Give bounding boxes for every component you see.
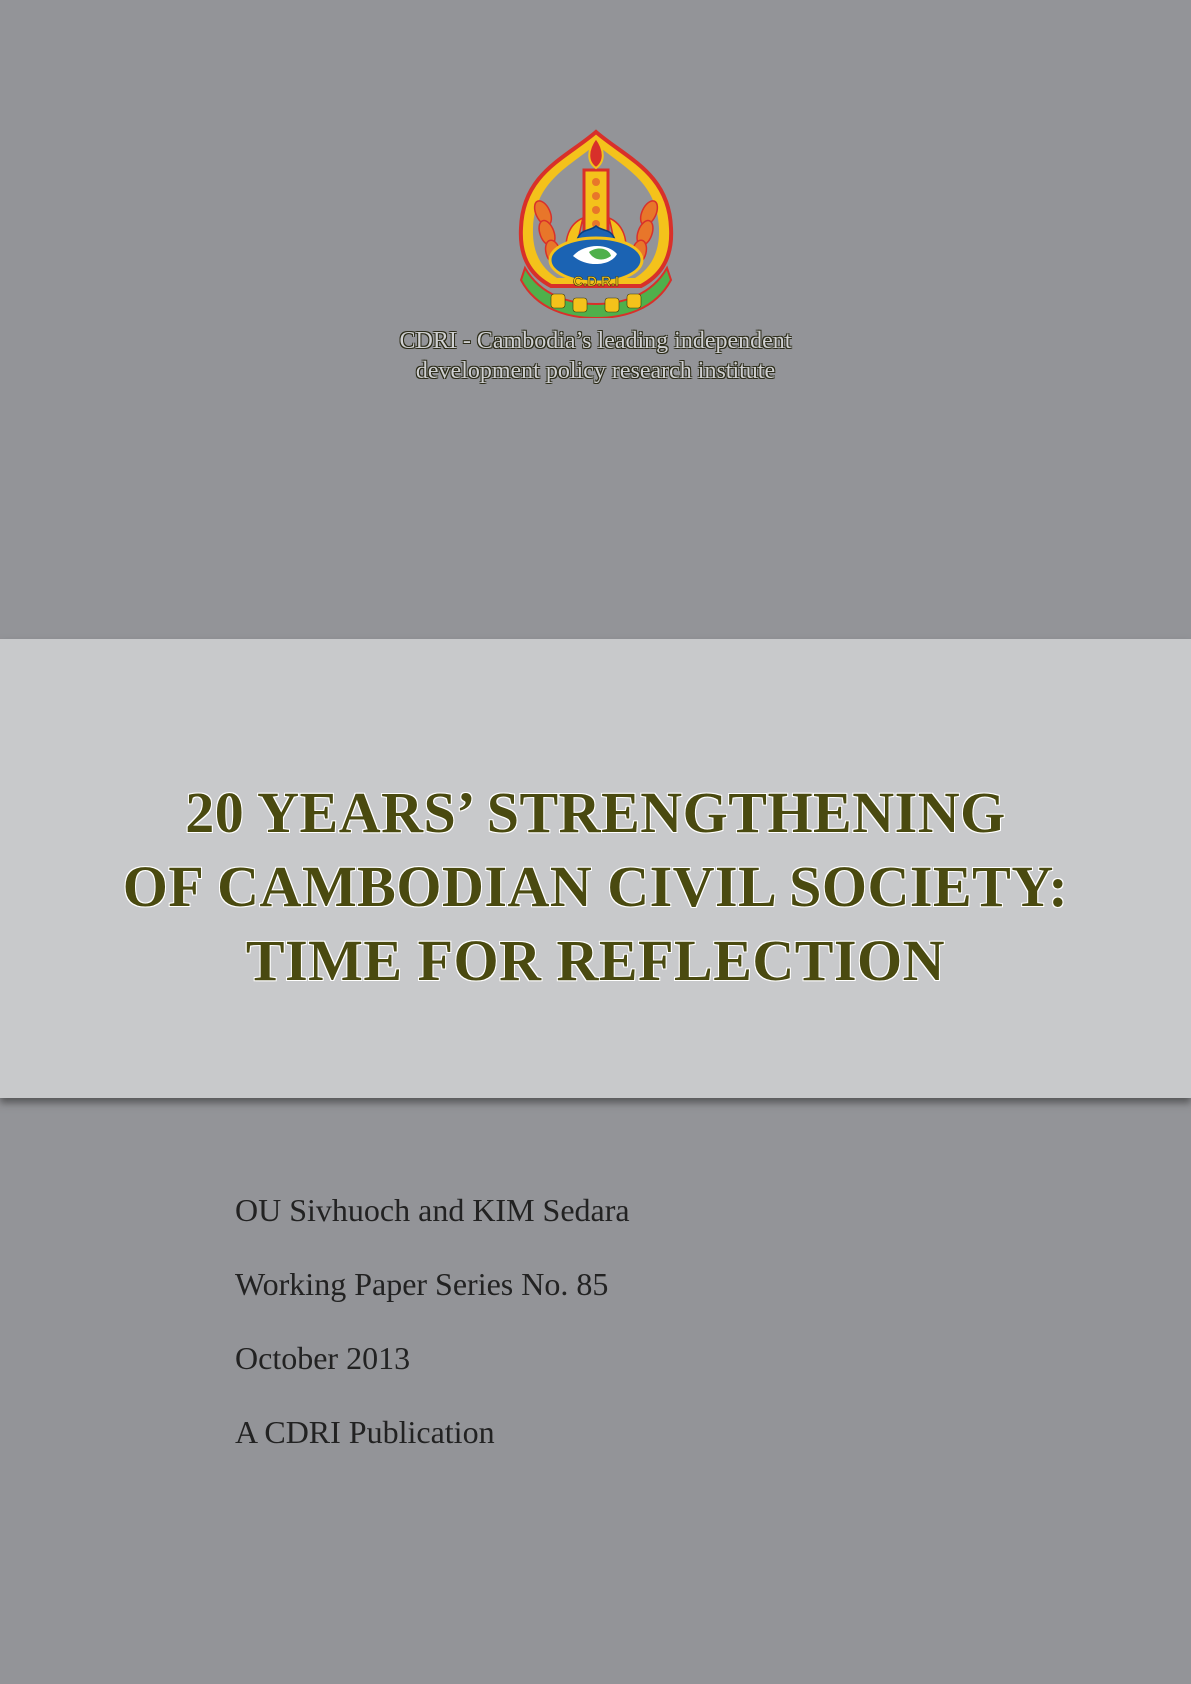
tagline-line-1: CDRI - Cambodia’s leading independent (399, 328, 792, 354)
title-line-1: 20 YEARS’ STRENGTHENING (185, 780, 1006, 845)
document-title (0, 776, 1191, 998)
logo-container (0, 128, 1191, 318)
institute-tagline (0, 326, 1191, 386)
publication-details (235, 1173, 630, 1469)
publisher: A CDRI Publication (235, 1414, 495, 1450)
series-number: Working Paper Series No. 85 (235, 1266, 609, 1302)
authors: OU Sivhuoch and KIM Sedara (235, 1192, 630, 1228)
tagline-line-2: development policy research institute (415, 358, 776, 384)
publication-date: October 2013 (235, 1340, 411, 1376)
title-line-3: TIME FOR REFLECTION (245, 928, 946, 993)
title-line-2: OF CAMBODIAN CIVIL SOCIETY: (122, 854, 1069, 919)
cdri-emblem-icon (511, 128, 681, 318)
logo-banner-text: C.D.R.I (572, 273, 619, 289)
